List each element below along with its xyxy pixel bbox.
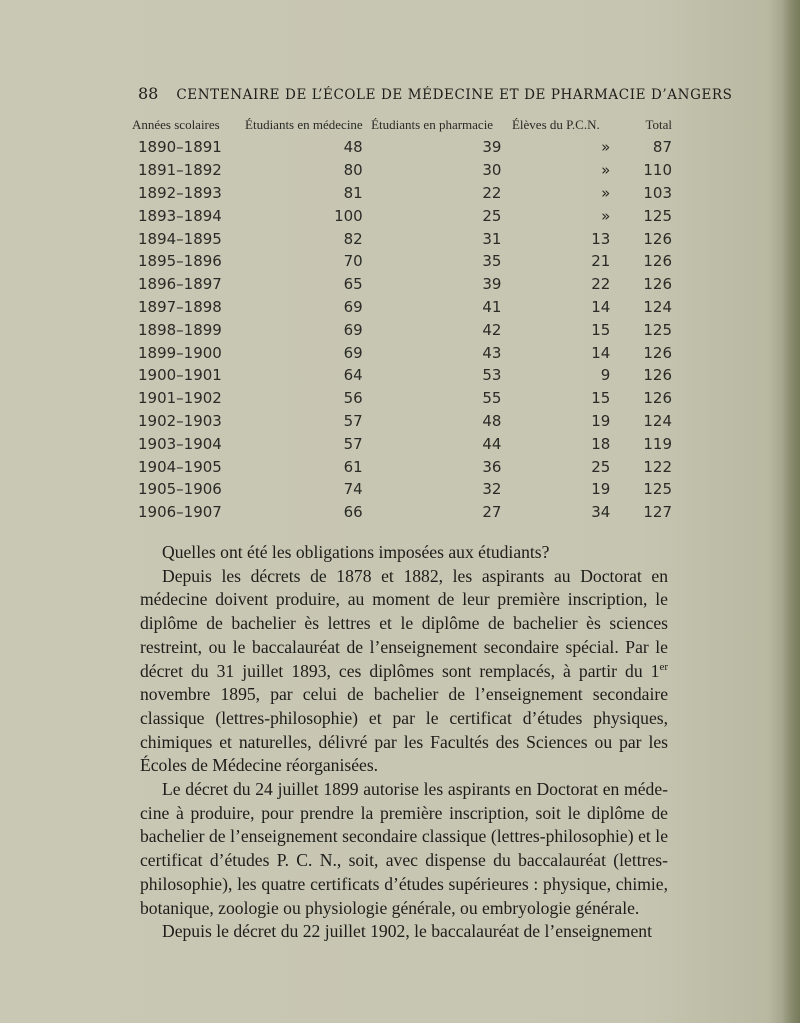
table-row [132,341,672,364]
cell-medicine: 69 [343,343,363,362]
cell-total: 127 [643,503,672,522]
table-row [132,318,672,341]
cell-year: 1902–1903 [138,411,222,430]
cell-total: 122 [643,457,672,476]
cell-year: 1900–1901 [138,366,222,385]
cell-medicine: 70 [343,252,363,271]
paragraph-decree-1902: Depuis le décret du 22 juillet 1902, le baccalauréat de l’enseignement [162,921,652,942]
running-title: CENTENAIRE DE L’ÉCOLE DE MÉDECINE ET DE PHARMACIE D’ANGERS [176,87,733,103]
paragraph-decree-1899: Le décret du 24 juillet 1899 autorise les aspirants en Doctorat en médecine à produire, pour prendre la première inscription, soit le diplôme de bachelier de l’enseignement secondaire classique (lettres-philosophie) et le certificat d’études P. C. N., soit, avec dispense du baccalauréat (lettres-philosophie), les quatre certificats d’études supérieures : physique, chimie, botanique, zoologie ou physiologie générale, ou embryologie générale. [140,779,668,918]
cell-pcn: 14 [591,297,611,316]
cell-pcn: 19 [591,480,611,499]
cell-pharmacy: 43 [482,343,502,362]
table-row [132,455,672,478]
enrollment-table [132,114,672,524]
paragraph-text-part: novembre 1895, par celui de bachelier de l’enseignement secondaire classique (lettres-philosophie) et par le certificat d’études physiques, chimiques et naturelles, délivré par les Facultés des Sciences ou par les Écoles de Médecine réorganisées. [140,684,668,776]
cell-pharmacy: 42 [482,320,502,339]
cell-total: 126 [643,366,672,385]
cell-pcn: 19 [591,411,611,430]
running-header [138,84,733,103]
paragraph-question: Quelles ont été les obligations imposées aux étudiants? [162,542,550,562]
cell-pharmacy: 53 [482,366,502,385]
cell-year: 1905–1906 [138,480,222,499]
cell-total: 124 [643,297,672,316]
cell-total: 103 [643,183,672,202]
cell-pharmacy: 48 [482,411,502,430]
table-row [132,227,672,250]
paragraph-decrees-1878-1882 [140,565,668,778]
cell-pharmacy: 55 [482,389,502,408]
cell-pcn: » [601,161,611,180]
cell-medicine: 57 [343,411,363,430]
cell-medicine: 80 [343,161,363,180]
cell-pcn: 21 [591,252,611,271]
cell-total: 126 [643,275,672,294]
cell-pcn: » [601,206,611,225]
cell-medicine: 65 [343,275,363,294]
cell-year: 1893–1894 [138,206,222,225]
table-row [132,410,672,433]
cell-total: 125 [643,480,672,499]
cell-pharmacy: 35 [482,252,502,271]
cell-pcn: 14 [591,343,611,362]
cell-pcn: » [601,138,611,157]
table-header-row [132,114,672,136]
table-row [132,432,672,455]
cell-year: 1892–1893 [138,183,222,202]
cell-pharmacy: 39 [482,138,502,157]
table-row [132,182,672,205]
cell-total: 87 [652,138,672,157]
table-row [132,478,672,501]
cell-pharmacy: 36 [482,457,502,476]
cell-medicine: 61 [343,457,363,476]
column-header-pcn: Élèves du P.C.N. [511,117,600,132]
cell-year: 1891–1892 [138,161,222,180]
column-header-medicine: Étudiants en médecine [245,117,363,132]
cell-year: 1906–1907 [138,503,222,522]
cell-medicine: 48 [343,138,363,157]
cell-pcn: » [601,183,611,202]
table-row [132,136,672,159]
page-number: 88 [138,84,159,103]
body-text [140,541,668,944]
cell-pharmacy: 39 [482,275,502,294]
table-row [132,273,672,296]
cell-pharmacy: 27 [482,503,502,522]
cell-pcn: 15 [591,320,611,339]
cell-medicine: 66 [343,503,363,522]
cell-medicine: 69 [343,297,363,316]
cell-total: 126 [643,229,672,248]
cell-year: 1897–1898 [138,297,222,316]
table-body [132,136,672,524]
cell-pharmacy: 31 [482,229,502,248]
column-header-years: Années scolaires [132,117,220,132]
superscript-er: er [659,660,668,673]
table-row [132,296,672,319]
table-row [132,204,672,227]
cell-year: 1895–1896 [138,252,222,271]
cell-pharmacy: 41 [482,297,502,316]
cell-year: 1898–1899 [138,320,222,339]
cell-medicine: 100 [334,206,363,225]
cell-medicine: 64 [343,366,363,385]
cell-total: 110 [643,161,672,180]
cell-medicine: 57 [343,434,363,453]
cell-year: 1890–1891 [138,138,222,157]
cell-medicine: 69 [343,320,363,339]
cell-pcn: 18 [591,434,611,453]
page-edge-shadow [782,0,800,1023]
cell-year: 1904–1905 [138,457,222,476]
cell-total: 126 [643,343,672,362]
column-header-total: Total [645,117,672,132]
table-row [132,159,672,182]
cell-pharmacy: 22 [482,183,502,202]
cell-pharmacy: 30 [482,161,502,180]
cell-pharmacy: 44 [482,434,502,453]
table-row [132,364,672,387]
column-header-pharmacy: Étudiants en pharmacie [371,117,494,132]
cell-pcn: 9 [600,366,611,385]
cell-total: 126 [643,252,672,271]
cell-total: 124 [643,411,672,430]
cell-total: 119 [643,434,672,453]
table-row [132,250,672,273]
paragraph-text-part: Depuis les décrets de 1878 et 1882, les aspirants au Doctorat en médecine doivent produire, au moment de leur première inscription, le diplôme de bachelier ès lettres et le diplôme de bachelier ès sciences restreint, ou le baccalauréat de l’enseignement secondaire spécial. Par le décret du 31 juillet 1893, ces diplômes sont remplacés, à partir du 1 [140,565,668,681]
cell-total: 125 [643,206,672,225]
cell-pharmacy: 32 [482,480,502,499]
cell-medicine: 56 [343,389,363,408]
cell-pharmacy: 25 [482,206,502,225]
cell-pcn: 34 [591,503,611,522]
table-row [132,387,672,410]
table-row [132,501,672,524]
cell-pcn: 13 [591,229,611,248]
cell-pcn: 22 [591,275,611,294]
cell-year: 1901–1902 [138,389,222,408]
cell-pcn: 25 [591,457,611,476]
cell-medicine: 74 [343,480,363,499]
cell-year: 1903–1904 [138,434,222,453]
cell-medicine: 81 [343,183,363,202]
cell-total: 126 [643,389,672,408]
cell-pcn: 15 [591,389,611,408]
cell-total: 125 [643,320,672,339]
cell-year: 1896–1897 [138,275,222,294]
cell-year: 1894–1895 [138,229,222,248]
cell-medicine: 82 [343,229,363,248]
cell-year: 1899–1900 [138,343,222,362]
